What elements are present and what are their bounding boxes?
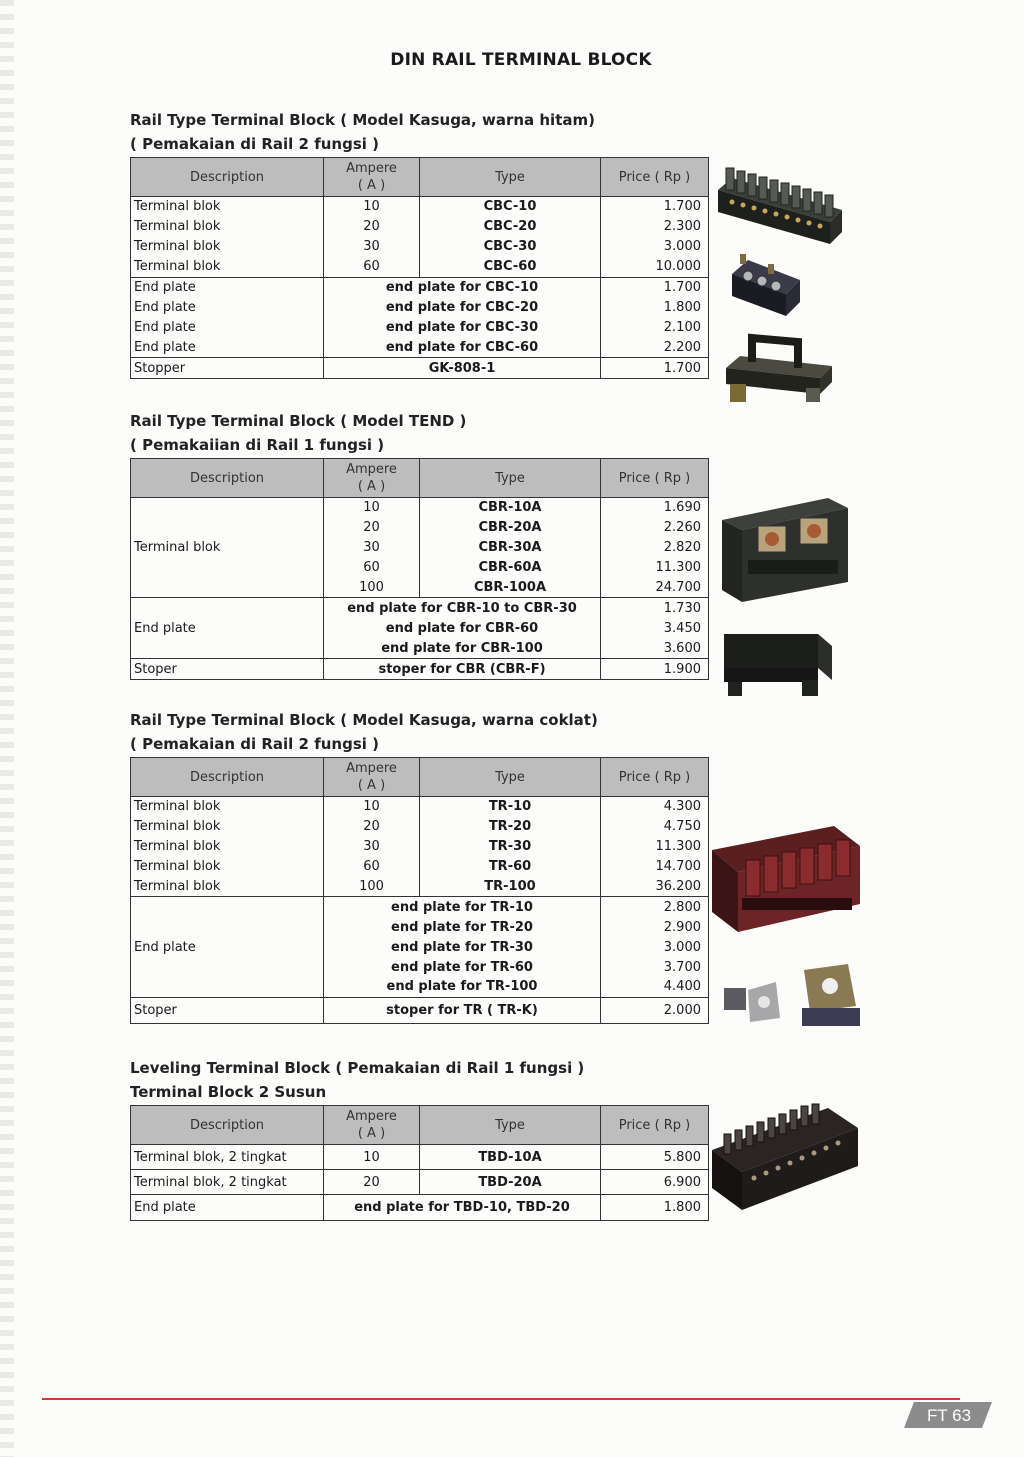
- col-description: Description: [131, 459, 324, 498]
- table-row: 60 CBR-60A 11.300: [131, 558, 709, 578]
- table-row: End plate end plate for CBC-60 2.200: [131, 337, 709, 357]
- table-row: end plate for TR-30 3.000: [131, 937, 709, 957]
- price-table: [130, 1105, 709, 1221]
- table-header: [131, 758, 709, 797]
- stopper-image: [720, 328, 840, 408]
- table-row: Terminal blok 100 TR-100 36.200: [131, 877, 709, 897]
- section-subtitle: ( Pemakaiian di Rail 1 fungsi ): [130, 436, 385, 454]
- col-price: Price ( Rp ): [601, 758, 709, 797]
- col-description: Description: [131, 1106, 324, 1145]
- price-table: [130, 757, 709, 1024]
- table-row: End plate end plate for CBC-10 1.700: [131, 277, 709, 297]
- col-price: Price ( Rp ): [601, 459, 709, 498]
- table-row: Terminal blok 20 CBC-20 2.300: [131, 217, 709, 237]
- end-plate-tend-image: [718, 626, 838, 698]
- table-row: 30 CBR-30A 2.820: [131, 538, 709, 558]
- col-price: Price ( Rp ): [601, 1106, 709, 1145]
- end-plate-black-image: [728, 250, 804, 322]
- table-row: end plate for CBR-60 3.450: [131, 618, 709, 638]
- table-row: End plate end plate for TR-10 2.800: [131, 897, 709, 917]
- col-type: Type: [420, 158, 601, 197]
- section-subtitle: ( Pemakaian di Rail 2 fungsi ): [130, 135, 379, 153]
- table-row: Terminal blok, 2 tingkat 10 TBD-10A 5.800: [131, 1145, 709, 1170]
- table-row: Terminal blok 30 TR-30 11.300: [131, 837, 709, 857]
- section-title: Leveling Terminal Block ( Pemakaian di Rail 1 fungsi ): [130, 1059, 585, 1077]
- page-title: DIN RAIL TERMINAL BLOCK: [390, 50, 652, 70]
- table-row: Terminal blok 10 TR-10 4.300: [131, 797, 709, 817]
- table-row: Terminal blok 60 CBC-60 10.000: [131, 257, 709, 277]
- footer-divider-line: [42, 1398, 960, 1400]
- table-row: Terminal blok 10 CBC-10 1.700: [131, 197, 709, 217]
- table-row: 100 CBR-100A 24.700: [131, 578, 709, 598]
- table-header: [131, 1106, 709, 1145]
- table-row: Terminal blok 20 TR-20 4.750: [131, 817, 709, 837]
- table-row: Stoper stoper for CBR (CBR-F) 1.900: [131, 659, 709, 680]
- table-row: Stopper GK-808-1 1.700: [131, 358, 709, 379]
- col-type: Type: [420, 1106, 601, 1145]
- terminal-block-brown-image: [708, 820, 868, 940]
- table-header: [131, 158, 709, 197]
- col-ampere: Ampere ( A ): [324, 158, 420, 197]
- table-row: End plate end plate for CBC-30 2.100: [131, 317, 709, 337]
- table-row: 20 CBR-20A 2.260: [131, 518, 709, 538]
- table-row: End plate end plate for CBC-20 1.800: [131, 297, 709, 317]
- table-row: Stoper stoper for TR ( TR-K) 2.000: [131, 997, 709, 1023]
- page-number: FT 63: [926, 1406, 972, 1425]
- table-row: Terminal blok 30 CBC-30 3.000: [131, 237, 709, 257]
- section-title: Rail Type Terminal Block ( Model Kasuga, warna coklat): [130, 711, 598, 729]
- col-description: Description: [131, 158, 324, 197]
- col-type: Type: [420, 459, 601, 498]
- table-row: Terminal blok 10 CBR-10A 1.690: [131, 498, 709, 518]
- table-row: end plate for TR-100 4.400: [131, 977, 709, 997]
- leveling-terminal-block-image: [708, 1100, 864, 1216]
- perforation-edge: [0, 0, 14, 1457]
- end-plate-stoper-brown-image: [718, 956, 864, 1036]
- col-ampere: Ampere ( A ): [324, 1106, 420, 1145]
- price-table: [130, 157, 709, 379]
- col-price: Price ( Rp ): [601, 158, 709, 197]
- section-subtitle: ( Pemakaian di Rail 2 fungsi ): [130, 735, 379, 753]
- table-row: Terminal blok 60 TR-60 14.700: [131, 857, 709, 877]
- col-type: Type: [420, 758, 601, 797]
- terminal-block-tend-image: [718, 490, 852, 610]
- col-ampere: Ampere ( A ): [324, 758, 420, 797]
- table-row: Terminal blok, 2 tingkat 20 TBD-20A 6.900: [131, 1170, 709, 1195]
- section-title: Rail Type Terminal Block ( Model Kasuga, warna hitam): [130, 111, 595, 129]
- table-row: End plate end plate for CBR-10 to CBR-30 1.730: [131, 598, 709, 618]
- page-number-badge: [904, 1400, 994, 1430]
- table-row: End plate end plate for TBD-10, TBD-20 1.800: [131, 1195, 709, 1221]
- table-row: end plate for TR-60 3.700: [131, 957, 709, 977]
- section-title: Rail Type Terminal Block ( Model TEND ): [130, 412, 467, 430]
- section-subtitle: Terminal Block 2 Susun: [130, 1083, 327, 1101]
- price-table: [130, 458, 709, 680]
- col-description: Description: [131, 758, 324, 797]
- table-row: end plate for CBR-100 3.600: [131, 638, 709, 658]
- terminal-block-black-image: [712, 160, 847, 250]
- table-header: [131, 459, 709, 498]
- col-ampere: Ampere ( A ): [324, 459, 420, 498]
- table-row: end plate for TR-20 2.900: [131, 917, 709, 937]
